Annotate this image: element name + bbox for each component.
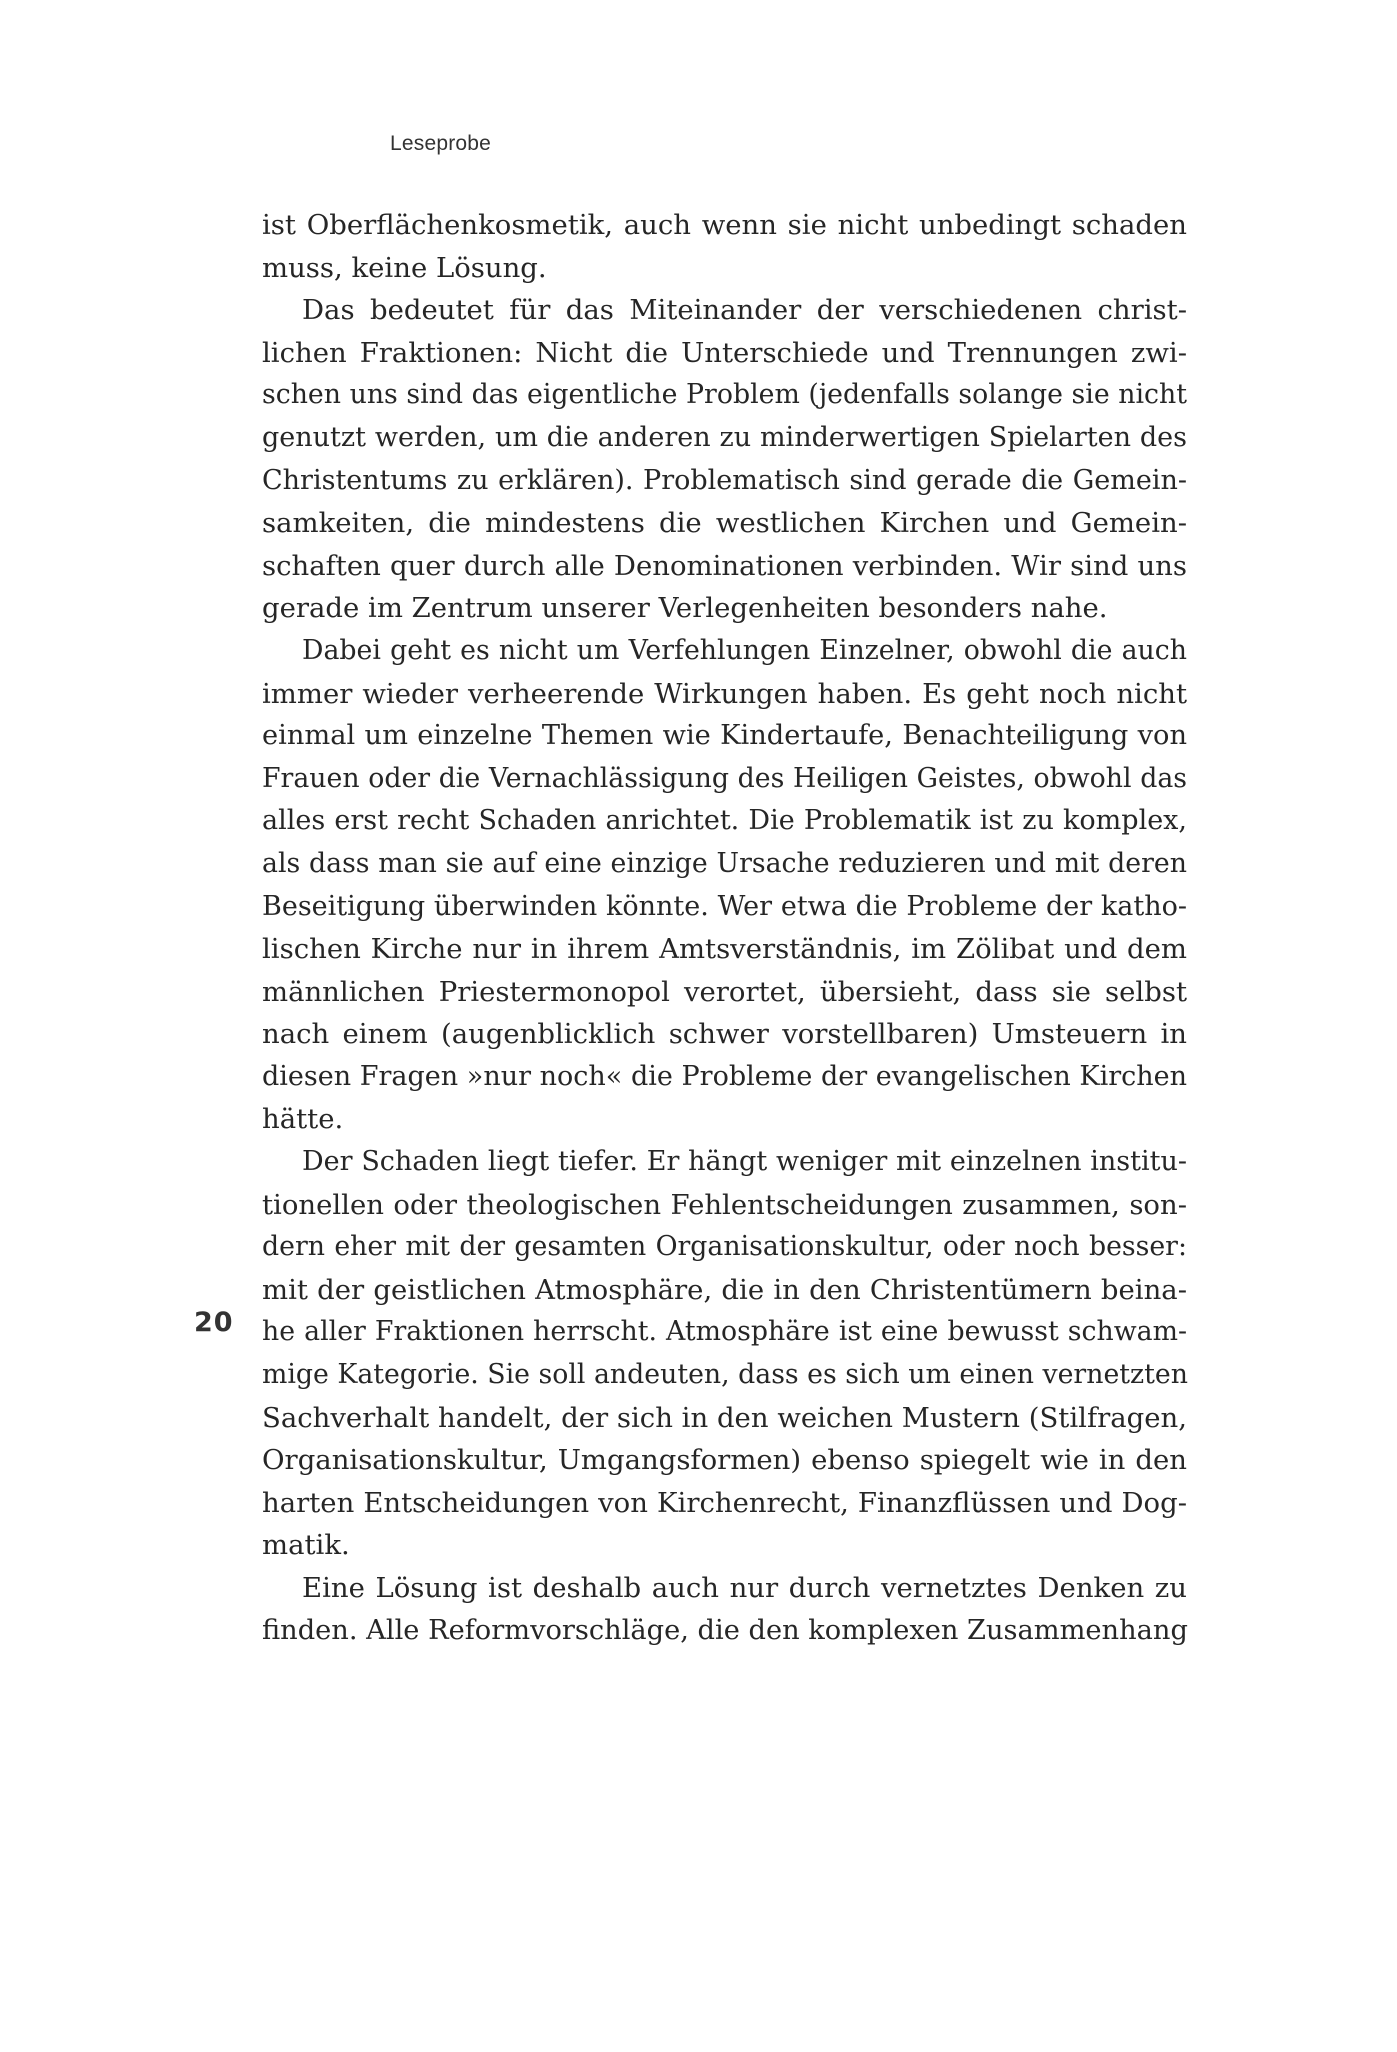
text-line: Frauen oder die Vernachlässigung des Heiligen Geistes, obwohl das xyxy=(262,762,1187,794)
text-line: als dass man sie auf eine einzige Ursache reduzieren und mit deren xyxy=(262,847,1187,879)
running-head: Leseprobe xyxy=(390,132,492,155)
text-line: matik. xyxy=(262,1529,350,1562)
text-line: Dabei geht es nicht um Verfehlungen Einzelner, obwohl die auch xyxy=(302,634,1187,666)
text-line: männlichen Priestermonopol verortet, übersieht, dass sie selbst xyxy=(262,975,1187,1008)
text-line: diesen Fragen »nur noch« die Probleme der evangelischen Kirchen xyxy=(262,1060,1187,1092)
text-line: mige Kategorie. Sie soll andeuten, dass es sich um einen vernetzten xyxy=(262,1359,1188,1391)
text-line: hätte. xyxy=(262,1103,344,1136)
text-line: schen uns sind das eigentliche Problem (jedenfalls solange sie nicht xyxy=(262,379,1187,411)
text-line: einmal um einzelne Themen wie Kindertaufe, Benachteiligung von xyxy=(262,720,1187,752)
text-line: immer wieder verheerende Wirkungen haben. Es geht noch nicht xyxy=(262,677,1187,710)
text-line: ist Oberflächenkosmetik, auch wenn sie nicht unbedingt schaden xyxy=(262,209,1187,241)
text-line: Beseitigung überwinden könnte. Wer etwa die Probleme der katho- xyxy=(262,890,1187,922)
text-line: muss, keine Lösung. xyxy=(262,251,547,284)
text-line: he aller Fraktionen herrscht. Atmosphäre ist eine bewusst schwam- xyxy=(262,1316,1187,1348)
text-line: schaften quer durch alle Denominationen verbinden. Wir sind uns xyxy=(262,549,1187,582)
text-line: Christentums zu erklären). Problematisch sind gerade die Gemein- xyxy=(262,464,1187,496)
text-line: dern eher mit der gesamten Organisationskultur, oder noch besser: xyxy=(262,1231,1187,1263)
text-line: lischen Kirche nur in ihrem Amtsverständnis, im Zölibat und dem xyxy=(262,933,1187,966)
text-line: alles erst recht Schaden anrichtet. Die Problematik ist zu komplex, xyxy=(262,805,1187,837)
text-line: lichen Fraktionen: Nicht die Unterschiede und Trennungen zwi- xyxy=(262,336,1187,369)
text-line: Eine Lösung ist deshalb auch nur durch vernetztes Denken zu xyxy=(302,1572,1187,1604)
text-line: Organisationskultur, Umgangsformen) ebenso spiegelt wie in den xyxy=(262,1444,1187,1477)
text-line: nach einem (augenblicklich schwer vorstellbaren) Umsteuern in xyxy=(262,1018,1187,1051)
text-line: Das bedeutet für das Miteinander der verschiedenen christ- xyxy=(302,294,1187,327)
page-number: 20 xyxy=(194,1307,234,1338)
text-line: Sachverhalt handelt, der sich in den weichen Mustern (Stilfragen, xyxy=(262,1401,1187,1434)
text-line: mit der geistlichen Atmosphäre, die in den Christentümern beina- xyxy=(262,1273,1187,1306)
text-line: tionellen oder theologischen Fehlentscheidungen zusammen, son- xyxy=(262,1188,1187,1221)
text-line: gerade im Zentrum unserer Verlegenheiten besonders nahe. xyxy=(262,592,1108,625)
text-line: harten Entscheidungen von Kirchenrecht, Finanzflüssen und Dog- xyxy=(262,1486,1187,1519)
body-text xyxy=(262,204,1187,1652)
text-line: Der Schaden liegt tiefer. Er hängt weniger mit einzelnen institu- xyxy=(302,1146,1187,1178)
text-line: samkeiten, die mindestens die westlichen Kirchen und Gemein- xyxy=(262,507,1187,540)
text-line: finden. Alle Reformvorschläge, die den komplexen Zusammenhang xyxy=(262,1614,1188,1646)
text-line: genutzt werden, um die anderen zu minderwertigen Spielarten des xyxy=(262,421,1187,453)
